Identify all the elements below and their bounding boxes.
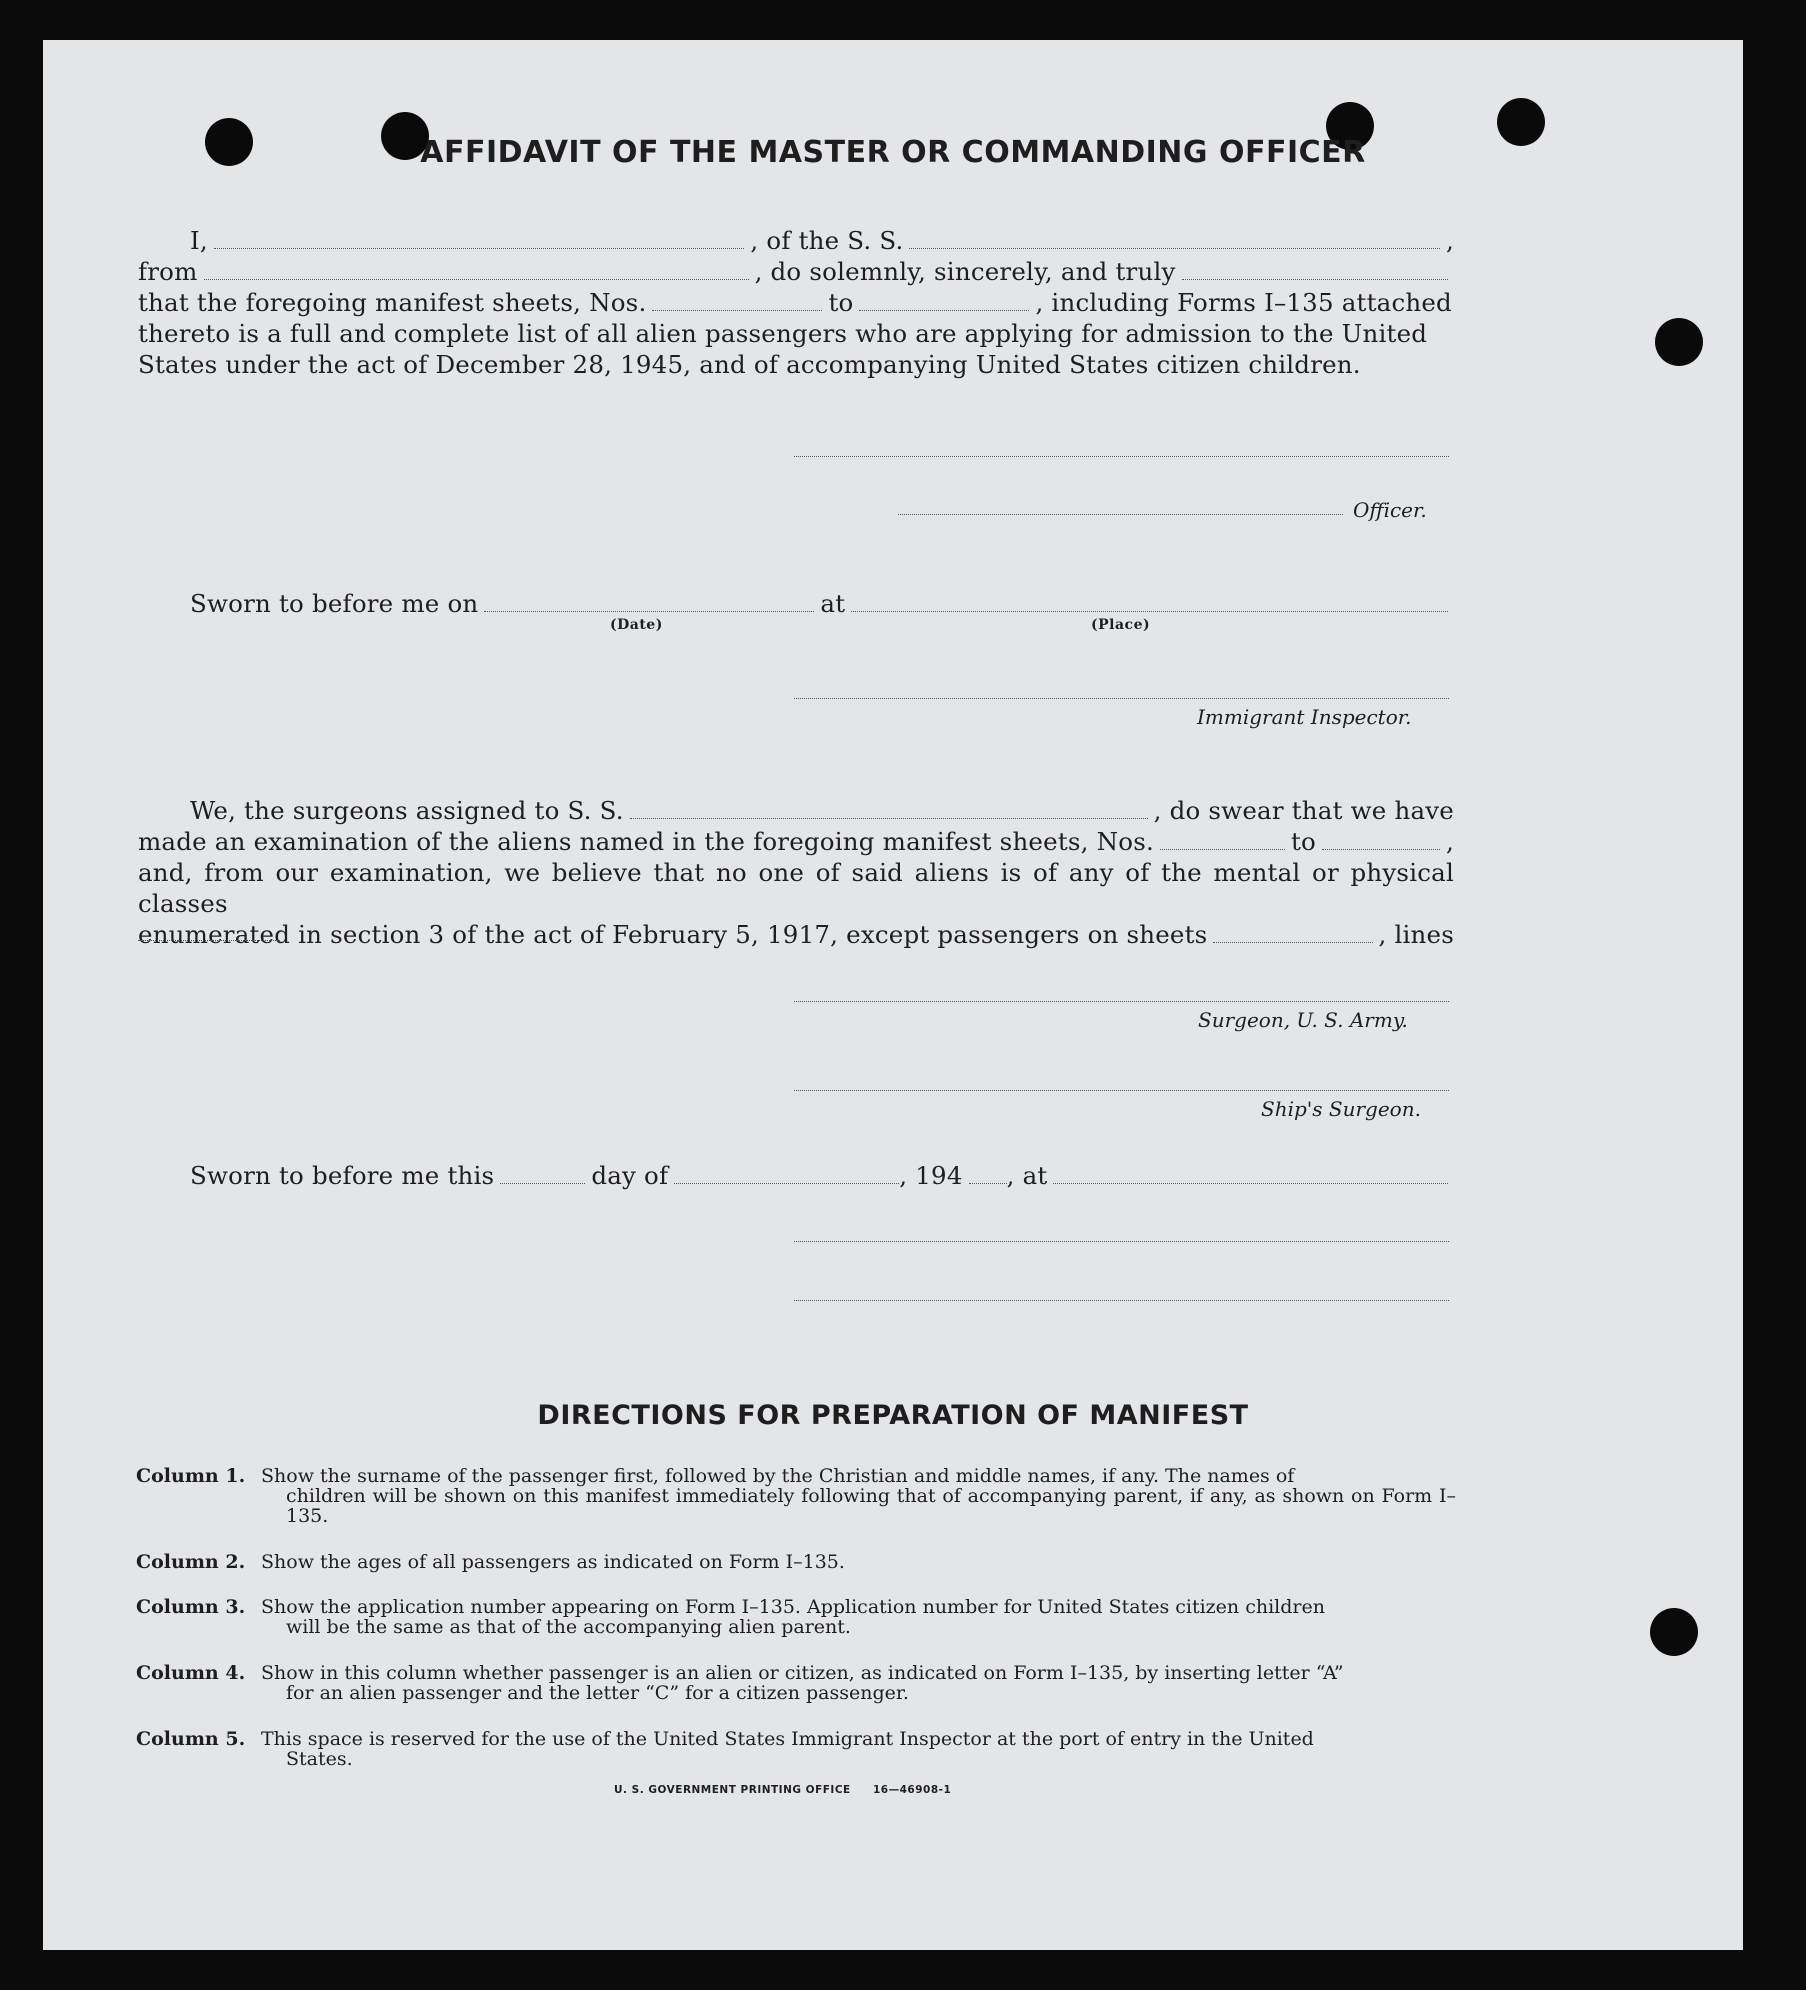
printer-imprint: U. S. GOVERNMENT PRINTING OFFICE: [614, 1784, 851, 1796]
army-surgeon-signature-line[interactable]: [794, 1001, 1449, 1002]
date-caption: (Date): [610, 617, 663, 633]
surgeons-paragraph: We, the surgeons assigned to S. S. , do swear that we have made an examination of the aliens named in the foregoing manifest sheets, Nos. to , and, from our examination, we believe that no one of said aliens is of any of the mental or physical classes enumerated in section 3 of the act of February 5, 1917, except passengers on sheets , lines: [138, 796, 1454, 949]
direction-column-4: Column 4. Show in this column whether passenger is an alien or citizen, as indicated on Form I–135, by inserting letter “A” for an alien passenger and the letter “C” for a citizen passenger.: [136, 1662, 1344, 1704]
inspector-caption: Immigrant Inspector.: [1197, 705, 1412, 729]
except-lines-field[interactable]: [138, 940, 280, 941]
except-sheets-field[interactable]: [1213, 928, 1372, 943]
surgeon-ship-field[interactable]: [630, 804, 1148, 819]
sworn-day-line: Sworn to before me this day of , 194 , at: [138, 1160, 1454, 1191]
ship-name-field[interactable]: [909, 234, 1440, 249]
sheet-to-field[interactable]: [859, 296, 1029, 311]
form-page: [43, 40, 1743, 1950]
sworn-signature-line-1[interactable]: [794, 1241, 1449, 1242]
direction-column-1: Column 1. Show the surname of the passenger first, followed by the Christian and middle names, if any. The names of children will be shown on this manifest immediately following that of accompanying parent, if any, as shown on Form I–135.: [136, 1465, 1456, 1527]
officer-caption: Officer.: [1353, 498, 1427, 522]
port-from-field[interactable]: [204, 265, 749, 280]
sworn-day-field[interactable]: [500, 1169, 585, 1184]
sworn-year-field[interactable]: [969, 1169, 1007, 1184]
officer-title-line[interactable]: [898, 514, 1343, 515]
officer-name-field[interactable]: [214, 234, 745, 249]
place-caption: (Place): [1091, 617, 1151, 633]
exam-sheet-to-field[interactable]: [1322, 835, 1440, 850]
punch-hole: [1655, 318, 1703, 366]
punch-hole: [1650, 1608, 1698, 1656]
sworn-month-field[interactable]: [674, 1169, 899, 1184]
exam-sheet-from-field[interactable]: [1160, 835, 1285, 850]
ship-surgeon-signature-line[interactable]: [794, 1090, 1449, 1091]
direction-column-3: Column 3. Show the application number appearing on Form I–135. Application number for United States citizen children will be the same as that of the accompanying alien parent.: [136, 1596, 1325, 1638]
sworn-date-field[interactable]: [484, 597, 814, 612]
direction-column-2: Column 2. Show the ages of all passengers as indicated on Form I–135.: [136, 1551, 845, 1573]
sworn-at-field[interactable]: [1053, 1169, 1448, 1184]
direction-column-5: Column 5. This space is reserved for the use of the United States Immigrant Inspector at the port of entry in the United States.: [136, 1728, 1314, 1770]
sheet-from-field[interactable]: [652, 296, 822, 311]
affidavit-title: AFFIDAVIT OF THE MASTER OR COMMANDING OFFICER: [420, 135, 1366, 170]
directions-title: DIRECTIONS FOR PREPARATION OF MANIFEST: [537, 1400, 1249, 1431]
sworn-signature-line-2[interactable]: [794, 1300, 1449, 1301]
form-code: 16—46908-1: [873, 1784, 952, 1796]
ship-surgeon-caption: Ship's Surgeon.: [1261, 1097, 1421, 1121]
sworn-date-place: Sworn to before me on at: [138, 588, 1454, 619]
officer-signature-line[interactable]: [794, 456, 1449, 457]
oath-field[interactable]: [1182, 265, 1448, 280]
army-surgeon-caption: Surgeon, U. S. Army.: [1198, 1008, 1408, 1032]
affidavit-paragraph: I, , of the S. S. , from , do solemnly, sincerely, and truly that the foregoing manifest sheets, Nos. to , including Forms I–135 attached thereto is a full and complete list of all alien passengers who are applying for admission to the United States under the act of December 28, 1945, and of accompanying United States citizen children.: [138, 226, 1455, 379]
sworn-place-field[interactable]: [851, 597, 1448, 612]
inspector-signature-line[interactable]: [794, 698, 1449, 699]
